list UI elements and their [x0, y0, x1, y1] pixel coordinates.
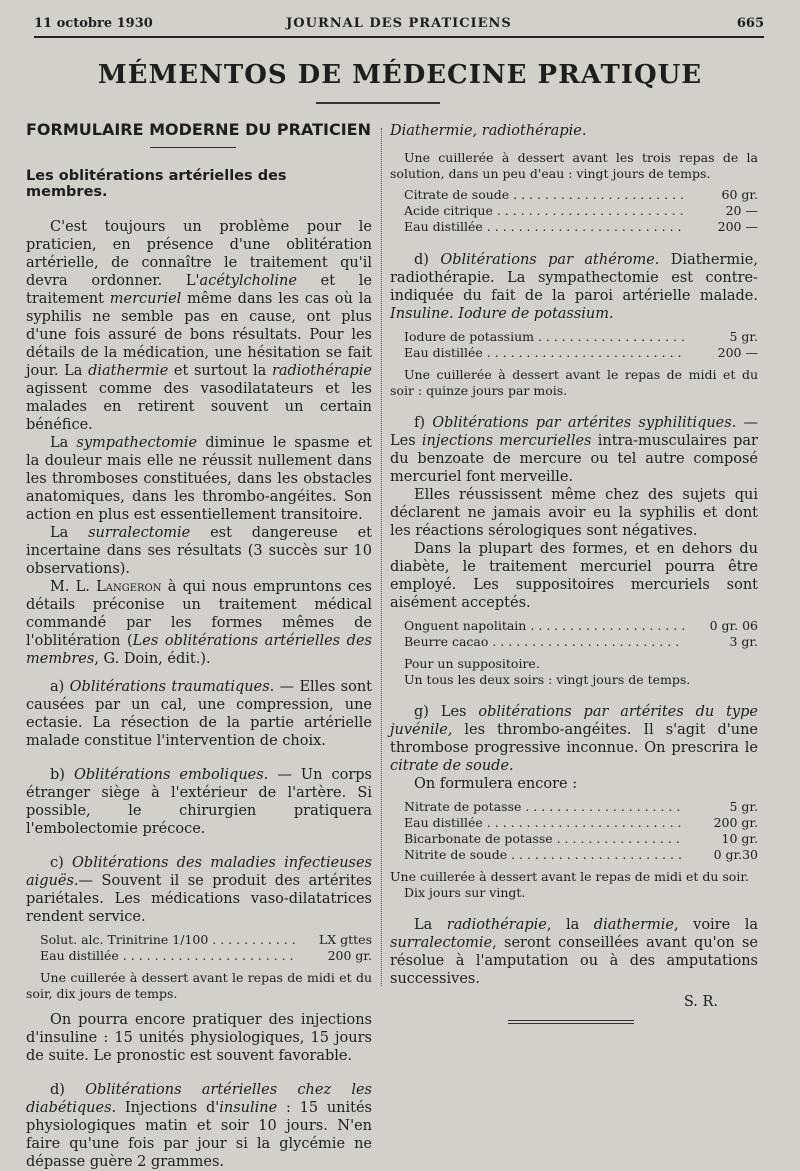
prescription-2: [404, 329, 758, 361]
prescription-line: Onguent napolitain . . . 0 gr. 06: [404, 618, 758, 634]
paragraph-b: b) Oblitérations emboliques. — Un corps étranger siège à l'extérieur de l'artère. Si possible, le chirurgien pratiquera l'embolectomie précoce.: [26, 767, 372, 837]
prescription-4: [404, 799, 758, 863]
dosage-2: Une cuillerée à dessert avant le repas de midi et du soir : quinze jours par mois.: [390, 367, 758, 398]
running-header: [34, 16, 764, 36]
paragraph-f3: Dans la plupart des formes, et en dehors du diabète, le traitement mercuriel pourra être employé. Les suppositoires mercuriels sont aisément acceptés.: [390, 541, 758, 611]
prescription-1: [404, 187, 758, 235]
paragraph-g: g) Les oblitérations par artérites du type juvénile, les thrombo-angéites. Il s'agit d'une thrombose progressive inconnue. On prescrira le citrate de soude.: [390, 704, 758, 774]
paragraph-f2: Elles réussissent même chez des sujets qui déclarent ne jamais avoir eu la syphilis et dont les réactions sérologiques sont négatives.: [390, 487, 758, 539]
right-column: [390, 122, 758, 1024]
prescription-line: Citrate de soude . . . 60 gr.: [404, 187, 758, 203]
prescription-line: Eau distillée . . . 200 —: [404, 219, 758, 235]
paragraph-intro: C'est toujours un problème pour le praticien, en présence d'une oblitération artérielle, de connaître le traitement qu'il devra ordonner. L'acétylcholine et le traitement mercuriel même dans les cas où la syphilis ne semble pas en cause, ont plus d'une fois assuré de bons résultats. Pour les détails de la médication, une hésitation se fait jour. La diathermie et surtout la radiothérapie agissent comme des vasodilatateurs et les malades en retirent souvent un certain bénéfice.: [26, 219, 372, 433]
end-rule-second: [508, 1023, 634, 1024]
title-rule: [316, 102, 440, 104]
left-column: [26, 120, 372, 1171]
paragraph-surralectomie: La surralectomie est dangereuse et incertaine dans ses résultats (3 succès sur 10 observations).: [26, 525, 372, 577]
dosage-1: Une cuillerée à dessert avant les trois repas de la solution, dans un peu d'eau : vingt jours de temps.: [390, 150, 758, 181]
prescription-line: Beurre cacao . . . 3 gr.: [404, 634, 758, 650]
dosage-4a: Une cuillerée à dessert avant le repas de midi et du soir.: [390, 869, 749, 884]
paragraph-g-more: On formulera encore :: [414, 776, 578, 792]
header-rule: [34, 36, 764, 38]
section-rule: [150, 147, 236, 148]
prescription-3: [404, 618, 758, 650]
issue-date: 11 octobre 1930: [34, 16, 153, 31]
paragraph-langeron: M. L. Langeron à qui nous empruntons ces détails préconise un traitement médical commandé par les formes mêmes de l'oblitération (Les oblitérations artérielles des membres, G. Doin, édit.).: [26, 579, 372, 667]
paragraph-sympathectomie: La sympathectomie diminue le spasme et la douleur mais elle ne réussit nullement dans les thromboses constituées, dans les obstacles anatomiques, dans les thrombo-angéites. Son action en plus est essentiellement transitoire.: [26, 435, 372, 523]
prescription-line: Nitrite de soude . . . 0 gr.30: [404, 847, 758, 863]
paragraph-insuline: On pourra encore pratiquer des injections d'insuline : 15 unités physiologiques, 15 jours de suite. Le pronostic est souvent favorable.: [26, 1012, 372, 1064]
prescription-line: Nitrate de potasse . . . 5 gr.: [404, 799, 758, 815]
prescription-line: Eau distillée . . . 200 gr.: [404, 815, 758, 831]
signature: S. R.: [683, 994, 718, 1010]
prescription-line: Iodure de potassium . . . 5 gr.: [404, 329, 758, 345]
paragraph-e: d) Oblitérations par athérome. Diathermie, radiothérapie. La sympathectomie est contre-indiquée du fait de la paroi artérielle malade. Insuline. Iodure de potassium.: [390, 252, 758, 322]
dosage-c: Une cuillerée à dessert avant le repas de midi et du soir, dix jours de temps.: [26, 970, 372, 1001]
section-title: FORMULAIRE MODERNE DU PRATICIEN: [26, 120, 371, 139]
suppository-line: Pour un suppositoire.: [404, 656, 540, 671]
prescription-line: Solut. alc. Trinitrine 1/100 . . . LX gttes: [40, 932, 372, 948]
page-number: 665: [736, 16, 764, 31]
suppository-dosage: Un tous les deux soirs : vingt jours de temps.: [404, 671, 691, 687]
paragraph-c: c) Oblitérations des maladies infectieuses aiguës.— Souvent il se produit des artérites pariétales. Les médications vaso-dilatatrices rendent service.: [26, 855, 372, 925]
prescription-c: [40, 932, 372, 964]
dosage-4b: Dix jours sur vingt.: [404, 884, 526, 900]
column-divider: [381, 128, 382, 986]
paragraph-diathermie: Diathermie, radiothérapie.: [390, 123, 587, 139]
prescription-line: Eau distillée . . . 200 gr.: [40, 948, 372, 964]
article-title: Les oblitérations artérielles des membres.: [26, 168, 287, 200]
paragraph-a: a) Oblitérations traumatiques. — Elles sont causées par un cal, une compression, une ectasie. La résection de la partie artérielle malade constitue l'intervention de choix.: [26, 679, 373, 749]
page-title: MÉMENTOS DE MÉDECINE PRATIQUE: [97, 60, 703, 90]
prescription-line: Bicarbonate de potasse . . . 10 gr.: [404, 831, 758, 847]
paragraph-d: d) Oblitérations artérielles chez les diabétiques. Injections d'insuline : 15 unités physiologiques matin et soir 10 jours. N'en faire qu'une fois par jour si la glycémie ne dépasse guère 2 grammes.: [26, 1082, 372, 1170]
end-rule: [508, 1020, 634, 1021]
prescription-line: Eau distillée . . . 200 —: [404, 345, 758, 361]
paragraph-f: f) Oblitérations par artérites syphilitiques. — Les injections mercurielles intra-musculaires par du benzoate de mercure ou tel autre composé mercuriel font merveille.: [390, 415, 759, 485]
journal-name: JOURNAL DES PRATICIENS: [286, 16, 512, 31]
paragraph-conclusion: La radiothérapie, la diathermie, voire la surralectomie, seront conseillées avant qu'on se résolue à l'amputation ou à des amputations successives.: [390, 917, 758, 987]
prescription-line: Acide citrique . . . 20 —: [404, 203, 758, 219]
